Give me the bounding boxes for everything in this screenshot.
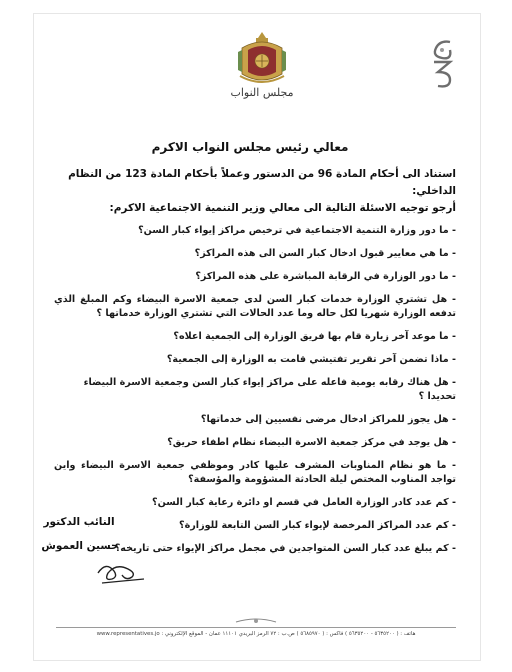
footer-contact-line: هاتف : ( ٥٦٣٥٢٠٠ - ٥٦٣٥٢٠٠ ) فاكس : ( ٥٦٨٥٩٧٠ ) ص.ب : ٧٢ الرمز البريدي ١١١٠١ عمان - الموقع الإلكتروني : www.representatives.jo bbox=[96, 631, 416, 637]
question-item: - ما دور الوزارة في الرقابة المباشرة على هذه المراكز؟ bbox=[195, 271, 456, 282]
question-item: - كم عدد المراكز المرخصة لإيواء كبار السن التابعة للوزارة؟ bbox=[179, 520, 456, 531]
crest-caption: مجلس النواب bbox=[230, 86, 294, 99]
centennial-logo-icon bbox=[420, 36, 464, 90]
question-item: - هل يجوز للمراكز ادخال مرضى نفسيين إلى خدماتها؟ bbox=[200, 414, 456, 425]
intro-paragraph bbox=[56, 166, 456, 217]
question-item: - هل يوجد في مركز جمعية الاسرة البيضاء نظام اطفاء حريق؟ bbox=[167, 437, 456, 448]
salutation-heading: معالي رئيس مجلس النواب الاكرم bbox=[151, 140, 349, 154]
question-item: - ما هو نظام المناوبات المشرف عليها كادر وموظفي جمعية الاسرة البيضاء واين تواجد المناوب المختص ليلة الحادثة المشؤومة والمؤسفة؟ bbox=[54, 460, 456, 485]
question-item: - كم عدد كادر الوزارة العامل في قسم او دائرة رعاية كبار السن؟ bbox=[152, 497, 456, 508]
footer-emblem-icon bbox=[232, 616, 280, 626]
question-item: - كم يبلغ عدد كبار السن المتواجدين في مجمل مراكز الإيواء حتى تاريخه؟ bbox=[114, 543, 456, 554]
footer-divider bbox=[56, 627, 456, 628]
intro-line-1: استناد الى أحكام المادة 96 من الدستور وعملاً بأحكام المادة 123 من النظام الداخلي: bbox=[68, 168, 456, 197]
signatory-name: حسين العموش bbox=[41, 540, 119, 552]
handwritten-signature-icon bbox=[92, 555, 152, 589]
question-item: - هل هناك رقابه يومية فاعله على مراكز إيواء كبار السن وجمعية الاسرة البيضاء تحديدا ؟ bbox=[83, 377, 456, 402]
question-item: - ما موعد آخر زيارة قام بها فريق الوزارة إلى الجمعية اعلاه؟ bbox=[173, 331, 456, 342]
signatory-title: النائب الدكتور bbox=[43, 516, 115, 528]
question-item: - ما هي معايير قبول ادخال كبار السن الى هذه المراكز؟ bbox=[194, 248, 456, 259]
question-item: - ما دور وزارة التنمية الاجتماعية في ترخيص مراكز إيواء كبار السن؟ bbox=[138, 225, 456, 236]
question-item: - هل تشتري الوزارة خدمات كبار السن لدى جمعية الاسرة البيضاء وكم المبلغ الذي تدفعه الوزارة شهريا لكل حاله وما عدد الحالات التي تشتري الوزارة خدماتها ؟ bbox=[54, 294, 456, 319]
intro-line-2: أرجو توجيه الاسئلة التالية الى معالي وزير التنمية الاجتماعية الاكرم: bbox=[109, 202, 456, 214]
question-item: - ماذا تضمن آخر تقرير تفتيشي قامت به الوزارة إلى الجمعية؟ bbox=[166, 354, 456, 365]
questions-list bbox=[54, 224, 456, 565]
jordan-royal-crest-icon bbox=[234, 28, 290, 88]
